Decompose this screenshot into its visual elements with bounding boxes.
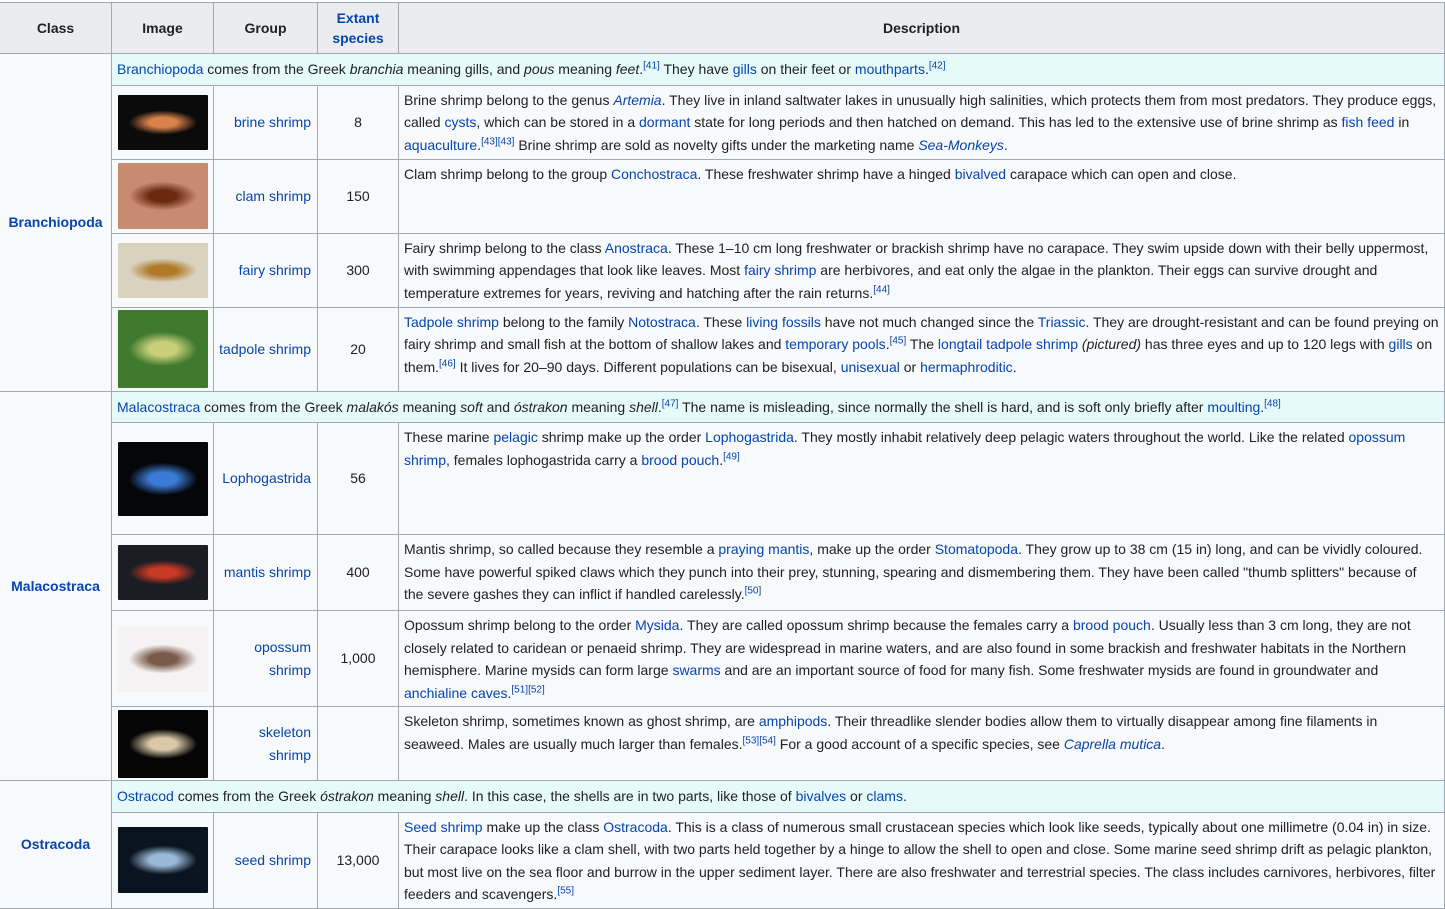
class-name-link[interactable]: Branchiopoda <box>0 54 112 392</box>
image-cell <box>112 535 214 611</box>
group-link[interactable]: Lophogastrida <box>214 423 318 535</box>
extant-species-count <box>318 707 399 781</box>
inline-link[interactable]: Ostracod <box>117 788 174 804</box>
italic-term: Caprella mutica <box>1063 735 1162 752</box>
citation-link[interactable]: [53] <box>742 734 760 746</box>
tadpole-shrimp-image[interactable] <box>118 310 208 388</box>
inline-link[interactable]: swarms <box>672 662 721 678</box>
class-intro-row <box>0 391 1445 423</box>
inline-link[interactable]: Seed shrimp <box>404 818 483 835</box>
table-row <box>0 85 1445 159</box>
lophogastrida-image[interactable] <box>118 442 208 516</box>
inline-link[interactable]: hermaphroditic <box>920 358 1013 375</box>
citation-link[interactable]: [55] <box>557 885 575 897</box>
image-cell <box>112 85 214 159</box>
description-text: Skeleton shrimp, sometimes known as ghost shrimp, are amphipods. Their threadlike slender bodies allow them to virtually disappear among fine filaments in seaweed. Males are usually much larger than females.[53][54] For a good account of a specific species, see Caprella mutica. <box>399 707 1445 781</box>
extant-species-count: 1,000 <box>318 611 399 707</box>
inline-link[interactable]: Notostraca <box>628 313 696 330</box>
description-text: Brine shrimp belong to the genus Artemia. They live in inland saltwater lakes in unusually high salinities, which protects them from most predators. They produce eggs, called cysts, which can be stored in a dormant state for long periods and then hatched on demand. This has led to the extensive use of brine shrimp as fish feed in aquaculture.[43][43] Brine shrimp are sold as novelty gifts under the marketing name Sea-Monkeys. <box>399 85 1445 159</box>
italic-term: shell <box>629 398 658 415</box>
class-name-link[interactable]: Ostracoda <box>0 781 112 909</box>
citation-link[interactable]: [45] <box>889 335 907 347</box>
column-header-class[interactable]: Class <box>0 3 112 54</box>
group-link[interactable]: skeleton shrimp <box>214 707 318 781</box>
citation-link[interactable]: [44] <box>873 283 890 295</box>
inline-link[interactable]: Stomatopoda <box>934 541 1019 557</box>
citation-link[interactable]: [43] <box>481 135 498 147</box>
italic-term: Artemia <box>613 91 662 108</box>
inline-link[interactable]: Lophogastrida <box>705 429 794 445</box>
description-text: Clam shrimp belong to the group Conchostraca. These freshwater shrimp have a hinged bivalved carapace which can open and close. <box>399 159 1445 233</box>
table-row <box>0 535 1445 611</box>
table-row <box>0 423 1445 535</box>
group-link[interactable]: opossum shrimp <box>214 611 318 707</box>
italic-term: shell <box>435 788 465 804</box>
italic-term: malakós <box>346 398 399 415</box>
inline-link[interactable]: fish feed <box>1341 114 1395 130</box>
inline-link[interactable]: Tadpole shrimp <box>404 313 499 330</box>
inline-link[interactable]: Mysida <box>635 617 680 633</box>
inline-link[interactable]: clams <box>866 788 903 804</box>
inline-link[interactable] <box>1064 736 1161 752</box>
skeleton-shrimp-image[interactable] <box>118 710 208 778</box>
citation-link[interactable]: [48] <box>1264 397 1281 409</box>
extant-species-count: 20 <box>318 307 399 391</box>
table-body <box>0 54 1445 909</box>
group-link[interactable]: clam shrimp <box>214 159 318 233</box>
citation-link[interactable]: [42] <box>928 60 946 72</box>
citation-link[interactable]: [50] <box>744 585 762 597</box>
description-text: Seed shrimp make up the class Ostracoda. This is a class of numerous small crustacean species which look like seeds, typically about one millimetre (0.04 in) in size. Their carapace looks like a clam shell, with two parts held together by a hinge to allow the shell to open and close. Some marine seed shrimp drift as pelagic plankton, but most live on the sea floor and burrow in the upper sediment layer. There are also freshwater and terrestrial species. The class includes carnivores, herbivores, filter feeders and scavengers.[55] <box>399 812 1445 908</box>
inline-link[interactable]: dormant <box>639 114 691 130</box>
inline-link[interactable]: Branchiopoda <box>117 61 204 77</box>
inline-link[interactable]: fairy shrimp <box>744 262 817 278</box>
inline-link[interactable]: Triassic <box>1037 313 1086 330</box>
table-row <box>0 159 1445 233</box>
brine-shrimp-image[interactable] <box>118 95 208 150</box>
description-text: Opossum shrimp belong to the order Mysida. They are called opossum shrimp because the females carry a brood pouch. Usually less than 3 cm long, they are not closely related to caridean or penaeid shrimp. They are widespread in marine waters, and are also found in some brackish and freshwater habitats in the Northern hemisphere. Marine mysids can form large swarms and are an important source of food for many fish. Some freshwater mysids are found in groundwater and anchialine caves.[51][52] <box>399 611 1445 707</box>
class-intro-text: Branchiopoda comes from the Greek branchia meaning gills, and pous meaning feet.[41] They have gills on their feet or mouthparts.[42] <box>112 54 1445 86</box>
italic-term: pous <box>524 61 555 77</box>
inline-link[interactable]: moulting <box>1207 398 1261 415</box>
inline-link[interactable]: opossum shrimp <box>404 429 1406 468</box>
inline-link[interactable]: mouthparts <box>854 61 925 77</box>
extant-species-count: 13,000 <box>318 812 399 908</box>
citation-link[interactable]: [41] <box>643 60 660 72</box>
group-link[interactable]: brine shrimp <box>214 85 318 159</box>
inline-link[interactable]: unisexual <box>840 358 900 375</box>
inline-link[interactable] <box>918 137 1004 153</box>
column-header-description: Description <box>399 3 1445 54</box>
citation-link[interactable]: [49] <box>723 450 740 462</box>
extant-species-count: 8 <box>318 85 399 159</box>
class-intro-text: Malacostraca comes from the Greek malakós meaning soft and óstrakon meaning shell.[47] The name is misleading, since normally the shell is hard, and is soft only briefly after moulting.[48] <box>112 391 1445 423</box>
table-row <box>0 611 1445 707</box>
inline-link[interactable]: praying mantis <box>718 541 810 557</box>
inline-link[interactable]: Malacostraca <box>117 398 201 415</box>
class-intro-row <box>0 781 1445 813</box>
inline-link[interactable] <box>613 92 661 108</box>
table-row <box>0 307 1445 391</box>
italic-term: Sea-Monkeys <box>918 136 1004 153</box>
inline-link[interactable]: bivalved <box>954 165 1007 182</box>
inline-link[interactable]: longtail tadpole shrimp <box>937 336 1079 352</box>
extant-species-count: 400 <box>318 535 399 611</box>
fairy-shrimp-image[interactable] <box>118 243 208 298</box>
opossum-shrimp-image[interactable] <box>118 626 208 692</box>
citation-link[interactable]: [54] <box>759 734 776 746</box>
column-header-group[interactable]: Group <box>214 3 318 54</box>
citation-link[interactable]: [43] <box>497 135 515 147</box>
clam-shrimp-image[interactable] <box>118 163 208 229</box>
inline-link[interactable]: cysts <box>444 114 477 130</box>
italic-term: óstrakon <box>513 398 568 415</box>
inline-link[interactable]: pelagic <box>493 429 538 445</box>
citation-link[interactable]: [52] <box>528 683 545 695</box>
inline-link[interactable]: gills <box>732 61 757 77</box>
image-cell <box>112 812 214 908</box>
table-row <box>0 233 1445 307</box>
column-header-extant-species[interactable]: Extant species <box>318 3 399 54</box>
image-cell <box>112 707 214 781</box>
italic-term: soft <box>460 398 483 415</box>
citation-link[interactable]: [51] <box>511 683 529 695</box>
group-link[interactable]: seed shrimp <box>214 812 318 908</box>
table-row <box>0 707 1445 781</box>
citation-link[interactable]: [46] <box>439 357 456 369</box>
inline-link[interactable]: gills <box>1388 336 1413 352</box>
description-text: Tadpole shrimp belong to the family Notostraca. These living fossils have not much changed since the Triassic. They are drought-resistant and can be found preying on fairy shrimp and small fish at the bottom of shallow lakes and temporary pools.[45] The longtail tadpole shrimp (pictured) has three eyes and up to 120 legs with gills on them.[46] It lives for 20–90 days. Different populations can be bisexual, unisexual or hermaphroditic. <box>399 307 1445 391</box>
image-cell <box>112 233 214 307</box>
image-cell <box>112 159 214 233</box>
image-cell <box>112 611 214 707</box>
shrimp-classification-table <box>0 2 1445 909</box>
inline-link[interactable]: temporary pools <box>785 336 886 352</box>
class-intro-text: Ostracod comes from the Greek óstrakon meaning shell. In this case, the shells are in two parts, like those of bivalves or clams. <box>112 781 1445 813</box>
table-row <box>0 812 1445 908</box>
class-intro-row <box>0 54 1445 86</box>
description-text: These marine pelagic shrimp make up the order Lophogastrida. They mostly inhabit relatively deep pelagic waters throughout the world. Like the related opossum shrimp, females lophogastrida carry a brood pouch.[49] <box>399 423 1445 535</box>
inline-link[interactable]: bivalves <box>795 788 847 804</box>
italic-term: branchia <box>349 61 404 77</box>
italic-term: feet <box>615 61 640 77</box>
inline-link[interactable]: Conchostraca <box>611 165 698 182</box>
citation-link[interactable]: [47] <box>661 397 679 409</box>
class-name-link[interactable]: Malacostraca <box>0 391 112 781</box>
extant-species-count: 300 <box>318 233 399 307</box>
italic-term: óstrakon <box>320 788 374 804</box>
inline-link[interactable]: brood pouch <box>1072 617 1151 633</box>
mantis-shrimp-image[interactable] <box>118 545 208 600</box>
column-header-image: Image <box>112 3 214 54</box>
inline-link[interactable]: brood pouch <box>641 451 720 468</box>
header-row <box>0 3 1445 54</box>
description-text: Mantis shrimp, so called because they resemble a praying mantis, make up the order Stomatopoda. They grow up to 38 cm (15 in) long, and can be vividly coloured. Some have powerful spiked claws which they punch into their prey, stunning, spearing and dismembering them. They have been called "thumb splitters" because of the severe gashes they can inflict if handled carelessly.[50] <box>399 535 1445 611</box>
image-cell <box>112 423 214 535</box>
italic-term: (pictured) <box>1081 336 1142 352</box>
extant-species-count: 56 <box>318 423 399 535</box>
inline-link[interactable]: aquaculture <box>404 136 478 153</box>
group-link[interactable]: fairy shrimp <box>214 233 318 307</box>
inline-link[interactable]: living fossils <box>746 313 821 330</box>
description-text: Fairy shrimp belong to the class Anostraca. These 1–10 cm long freshwater or brackish shrimp have no carapace. They swim upside down with their belly uppermost, with swimming appendages that look like leaves. Most fairy shrimp are herbivores, and eat only the algae in the plankton. Their eggs can survive drought and temperature extremes for years, reviving and hatching after the rain returns.[44] <box>399 233 1445 307</box>
inline-link[interactable]: amphipods <box>758 713 828 729</box>
inline-link[interactable]: Anostraca <box>604 239 668 256</box>
inline-link[interactable]: Ostracoda <box>603 818 668 835</box>
extant-species-count: 150 <box>318 159 399 233</box>
group-link[interactable]: mantis shrimp <box>214 535 318 611</box>
group-link[interactable]: tadpole shrimp <box>214 307 318 391</box>
seed-shrimp-image[interactable] <box>118 827 208 893</box>
inline-link[interactable]: anchialine caves <box>404 684 508 701</box>
image-cell <box>112 307 214 391</box>
